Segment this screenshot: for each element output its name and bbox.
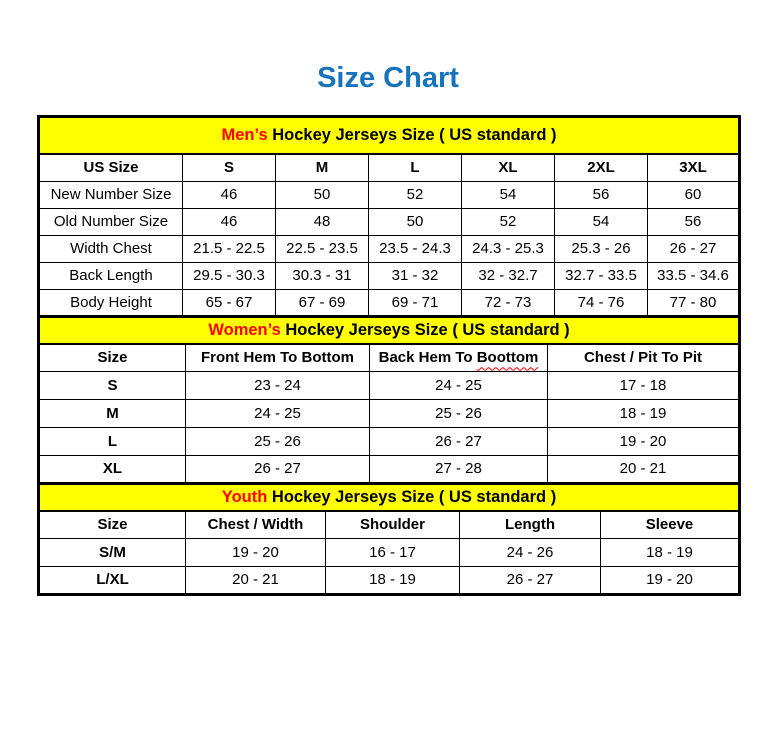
size-value: 23 - 24 <box>186 371 370 399</box>
row-label: L/XL <box>39 566 186 594</box>
size-value: 22.5 - 23.5 <box>276 235 369 262</box>
mens-section-highlight: Men’s <box>221 125 268 144</box>
size-value: 46 <box>183 181 276 208</box>
col-header-xl: XL <box>462 154 555 181</box>
youth-size-table <box>37 482 741 596</box>
size-value: 24 - 26 <box>460 538 601 566</box>
womens-section-title <box>39 316 740 344</box>
size-value: 50 <box>369 208 462 235</box>
size-value: 23.5 - 24.3 <box>369 235 462 262</box>
col-header-us-size: US Size <box>39 154 183 181</box>
size-value: 26 - 27 <box>186 455 370 483</box>
col-header-chest-width: Chest / Width <box>186 511 326 538</box>
size-value: 29.5 - 30.3 <box>183 262 276 289</box>
size-value: 25 - 26 <box>370 399 548 427</box>
mens-row-old-number-size <box>39 208 740 235</box>
youth-section-band <box>39 483 740 511</box>
mens-size-table <box>37 115 741 318</box>
back-hem-text: Back Hem To <box>378 349 477 367</box>
size-value: 32 - 32.7 <box>462 262 555 289</box>
womens-row-m <box>39 399 740 427</box>
size-value: 20 - 21 <box>548 455 740 483</box>
row-label: Old Number Size <box>39 208 183 235</box>
size-value: 32.7 - 33.5 <box>555 262 648 289</box>
col-header-s: S <box>183 154 276 181</box>
womens-header-row <box>39 344 740 371</box>
youth-row-lxl <box>39 566 740 594</box>
youth-section-highlight: Youth <box>221 487 268 506</box>
size-value: 48 <box>276 208 369 235</box>
size-value: 21.5 - 22.5 <box>183 235 276 262</box>
size-value: 25 - 26 <box>186 427 370 455</box>
col-header-length: Length <box>460 511 601 538</box>
col-header-l: L <box>369 154 462 181</box>
col-header-front-hem: Front Hem To Bottom <box>186 344 370 371</box>
size-value: 16 - 17 <box>326 538 460 566</box>
size-value: 26 - 27 <box>648 235 740 262</box>
mens-row-back-length <box>39 262 740 289</box>
row-label: Body Height <box>39 289 183 316</box>
womens-row-s <box>39 371 740 399</box>
size-value: 54 <box>462 181 555 208</box>
mens-section-band <box>39 116 740 154</box>
size-value: 69 - 71 <box>369 289 462 316</box>
size-value: 27 - 28 <box>370 455 548 483</box>
mens-row-new-number-size <box>39 181 740 208</box>
size-value: 65 - 67 <box>183 289 276 316</box>
size-value: 77 - 80 <box>648 289 740 316</box>
size-value: 20 - 21 <box>186 566 326 594</box>
size-value: 50 <box>276 181 369 208</box>
size-value: 33.5 - 34.6 <box>648 262 740 289</box>
size-value: 56 <box>648 208 740 235</box>
col-header-sleeve: Sleeve <box>601 511 740 538</box>
size-value: 18 - 19 <box>326 566 460 594</box>
size-value: 19 - 20 <box>186 538 326 566</box>
size-value: 24 - 25 <box>370 371 548 399</box>
size-value: 26 - 27 <box>460 566 601 594</box>
mens-section-title <box>39 116 740 154</box>
womens-size-table <box>37 315 741 485</box>
col-header-2xl: 2XL <box>555 154 648 181</box>
size-value: 52 <box>369 181 462 208</box>
col-header-size: Size <box>39 511 186 538</box>
womens-row-xl <box>39 455 740 483</box>
col-header-size: Size <box>39 344 186 371</box>
womens-section-highlight: Women’s <box>208 320 281 339</box>
row-label: M <box>39 399 186 427</box>
size-value: 72 - 73 <box>462 289 555 316</box>
size-value: 46 <box>183 208 276 235</box>
page-title: Size Chart <box>317 62 459 94</box>
mens-section-rest: Hockey Jerseys Size ( US standard ) <box>267 125 557 144</box>
size-value: 25.3 - 26 <box>555 235 648 262</box>
womens-row-l <box>39 427 740 455</box>
row-label: New Number Size <box>39 181 183 208</box>
size-value: 67 - 69 <box>276 289 369 316</box>
womens-section-band <box>39 316 740 344</box>
misspelled-word: Boottom <box>476 349 539 367</box>
youth-section-title <box>39 483 740 511</box>
row-label: XL <box>39 455 186 483</box>
youth-row-sm <box>39 538 740 566</box>
row-label: S <box>39 371 186 399</box>
size-value: 30.3 - 31 <box>276 262 369 289</box>
mens-row-width-chest <box>39 235 740 262</box>
mens-row-body-height <box>39 289 740 316</box>
col-header-shoulder: Shoulder <box>326 511 460 538</box>
col-header-3xl: 3XL <box>648 154 740 181</box>
size-value: 54 <box>555 208 648 235</box>
size-value: 60 <box>648 181 740 208</box>
row-label: L <box>39 427 186 455</box>
size-value: 52 <box>462 208 555 235</box>
size-value: 24 - 25 <box>186 399 370 427</box>
size-value: 74 - 76 <box>555 289 648 316</box>
size-chart-tables <box>37 115 738 596</box>
size-value: 56 <box>555 181 648 208</box>
youth-section-rest: Hockey Jerseys Size ( US standard ) <box>267 487 557 506</box>
size-value: 31 - 32 <box>369 262 462 289</box>
row-label: S/M <box>39 538 186 566</box>
size-value: 19 - 20 <box>601 566 740 594</box>
size-value: 19 - 20 <box>548 427 740 455</box>
womens-section-rest: Hockey Jerseys Size ( US standard ) <box>280 320 570 339</box>
size-value: 17 - 18 <box>548 371 740 399</box>
col-header-chest: Chest / Pit To Pit <box>548 344 740 371</box>
mens-header-row <box>39 154 740 181</box>
size-value: 24.3 - 25.3 <box>462 235 555 262</box>
size-value: 18 - 19 <box>601 538 740 566</box>
size-value: 18 - 19 <box>548 399 740 427</box>
col-header-back-hem <box>370 344 548 371</box>
row-label: Width Chest <box>39 235 183 262</box>
size-value: 26 - 27 <box>370 427 548 455</box>
col-header-m: M <box>276 154 369 181</box>
youth-header-row <box>39 511 740 538</box>
row-label: Back Length <box>39 262 183 289</box>
